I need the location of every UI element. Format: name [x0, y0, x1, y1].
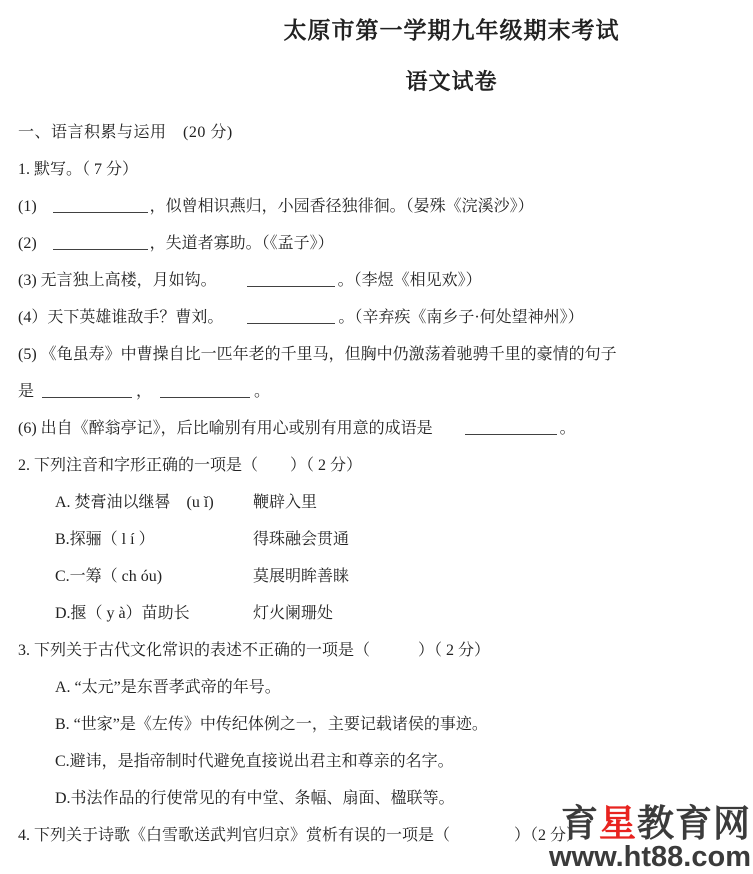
exam-content: [0, 122, 753, 846]
q1-item-2-pre: (2): [18, 235, 37, 252]
watermark: [549, 805, 751, 872]
q2-option-c: [55, 566, 741, 587]
q2-option-d-right: 灯火阑珊处: [253, 605, 334, 622]
q2-option-a-right: 鞭辟入里: [253, 494, 318, 511]
q1-item-3-pre: (3) 无言独上高楼，月如钩。: [18, 272, 217, 289]
q1-item-6-post: 。: [559, 420, 576, 437]
q2-option-a: [55, 492, 741, 513]
q1-item-3: [18, 270, 741, 291]
answer-blank: [42, 381, 132, 398]
q2-option-b-left: B.探骊（ l í ）: [55, 531, 155, 548]
q3-option-c: C.避讳，是指帝制时代避免直接说出君主和尊亲的名字。: [55, 753, 454, 770]
title-block: [0, 16, 753, 96]
q1-item-5-pre: 是: [18, 383, 35, 400]
answer-blank: [53, 196, 148, 213]
answer-blank: [247, 270, 335, 287]
q1-item-2: [18, 233, 741, 254]
q2-option-c-left: C.一筹（ ch óu): [55, 568, 163, 585]
q4-stem: 4. 下列关于诗歌《白雪歌送武判官归京》赏析有误的一项是（ ）（2 分）: [18, 827, 583, 844]
q3-option-a: A. “太元”是东晋孝武帝的年号。: [55, 679, 281, 696]
page-title: 太原市第一学期九年级期末考试: [283, 18, 620, 43]
q1-item-5-line2: [18, 381, 741, 402]
exam-paper-page: [0, 16, 753, 874]
q1-item-2-post: ，失道者寡助。（《孟子》）: [149, 235, 334, 252]
page-subtitle: 语文试卷: [405, 69, 498, 94]
watermark-brand-left: 育: [561, 803, 599, 844]
q2-option-b: [55, 529, 741, 550]
q1-item-3-post: 。（李煜《相见欢》）: [337, 272, 482, 289]
section-heading: 一、语言积累与运用 (20 分): [18, 124, 233, 141]
q2-option-a-left: A. 焚膏油以继晷 (u ǐ): [55, 494, 214, 511]
watermark-url: www.ht88.com: [549, 841, 751, 873]
q2-option-b-right: 得珠融会贯通: [253, 531, 350, 548]
q3-stem: 3. 下列关于古代文化常识的表述不正确的一项是（ ）（ 2 分）: [18, 642, 491, 659]
answer-blank: [247, 307, 335, 324]
q3-option-b: B. “世家”是《左传》中传纪体例之一，主要记载诸侯的事迹。: [55, 716, 488, 733]
q1-item-5-post: 。: [254, 383, 271, 400]
q2-stem: 2. 下列注音和字形正确的一项是（ ）（ 2 分）: [18, 457, 363, 474]
watermark-brand-right: 教育网: [637, 803, 751, 844]
q3-option-d: D.书法作品的行使常见的有中堂、条幅、扇面、楹联等。: [55, 790, 455, 807]
q1-item-1-post: ，似曾相识燕归，小园香径独徘徊。（晏殊《浣溪沙》）: [149, 198, 534, 215]
q1-item-6: [18, 418, 741, 439]
answer-blank: [53, 233, 148, 250]
q1-item-4-pre: (4）天下英雄谁敌手？曹刘。: [18, 309, 224, 326]
q1-stem: 1. 默写。（ 7 分）: [18, 161, 139, 178]
answer-blank: [465, 418, 557, 435]
watermark-brand: [549, 805, 751, 842]
watermark-star: 星: [599, 803, 637, 844]
q1-item-6-pre: (6) 出自《醉翁亭记》，后比喻别有用心或别有用意的成语是: [18, 420, 433, 437]
q2-option-d: [55, 603, 741, 624]
q1-item-1: [18, 196, 741, 217]
answer-blank: [160, 381, 250, 398]
q1-item-1-pre: (1): [18, 198, 37, 215]
q2-option-d-left: D.揠（ y à）苗助长: [55, 605, 190, 622]
q2-option-c-right: 莫展明眸善睐: [253, 568, 350, 585]
q1-item-4: [18, 307, 741, 328]
q1-item-4-post: 。（辛弃疾《南乡子·何处望神州》）: [338, 309, 584, 326]
q1-item-5-mid: ，: [136, 383, 153, 400]
q1-item-5-line1: (5) 《龟虽寿》中曹操自比一匹年老的千里马，但胸中仍激荡着驰骋千里的豪情的句子: [18, 346, 617, 363]
